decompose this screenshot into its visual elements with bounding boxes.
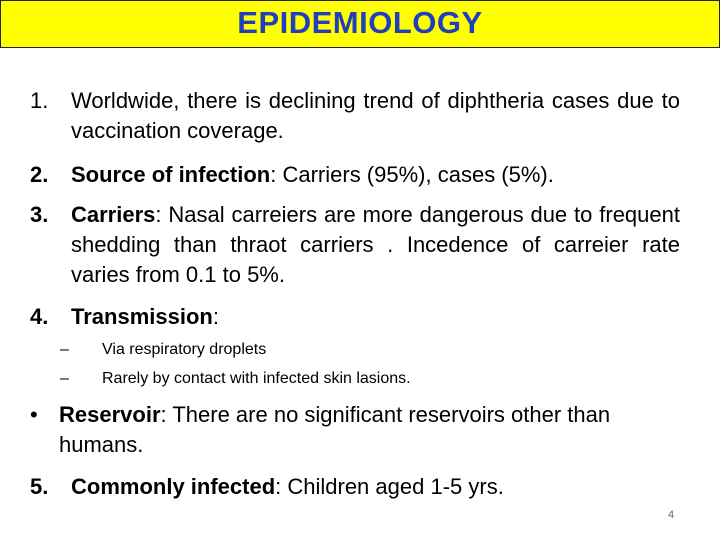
dash-marker: – <box>60 341 69 358</box>
item-label: Commonly infected <box>71 474 276 499</box>
item-label: Transmission <box>71 304 213 329</box>
page-number: 4 <box>668 509 675 521</box>
bullet-text <box>59 400 699 460</box>
item-number: 1. <box>30 88 49 113</box>
item-number: 4. <box>30 304 49 329</box>
item-text <box>71 160 680 190</box>
item-label: Source of infection <box>71 162 271 187</box>
item-text <box>71 302 680 332</box>
item-body: : Carriers (95%), cases (5%). <box>270 162 554 187</box>
subitem-text: Via respiratory droplets <box>102 341 267 358</box>
title-bar <box>0 0 720 48</box>
item-number: 2. <box>30 162 49 187</box>
item-text <box>71 200 680 290</box>
bullet-marker: • <box>30 402 38 427</box>
item-text <box>71 86 680 146</box>
item-label: Carriers <box>71 202 156 227</box>
item-label: Reservoir <box>59 402 161 427</box>
item-body: : <box>212 304 219 329</box>
subitem-text: Rarely by contact with infected skin lasions. <box>102 370 411 387</box>
item-body: : Children aged 1-5 yrs. <box>275 474 504 499</box>
item-number: 3. <box>30 202 49 227</box>
slide-title: EPIDEMIOLOGY <box>237 5 483 40</box>
item-body: : Nasal carreiers are more dangerous due to frequent shedding than thraot carriers . Incedence of carreier rate varies from 0.1 to 5%. <box>71 202 680 287</box>
dash-marker: – <box>60 370 69 387</box>
item-text <box>71 472 680 502</box>
item-body: : There are no significant reservoirs other than humans. <box>59 402 611 457</box>
item-body: Worldwide, there is declining trend of diphtheria cases due to vaccination coverage. <box>71 88 680 143</box>
item-number: 5. <box>30 474 49 499</box>
